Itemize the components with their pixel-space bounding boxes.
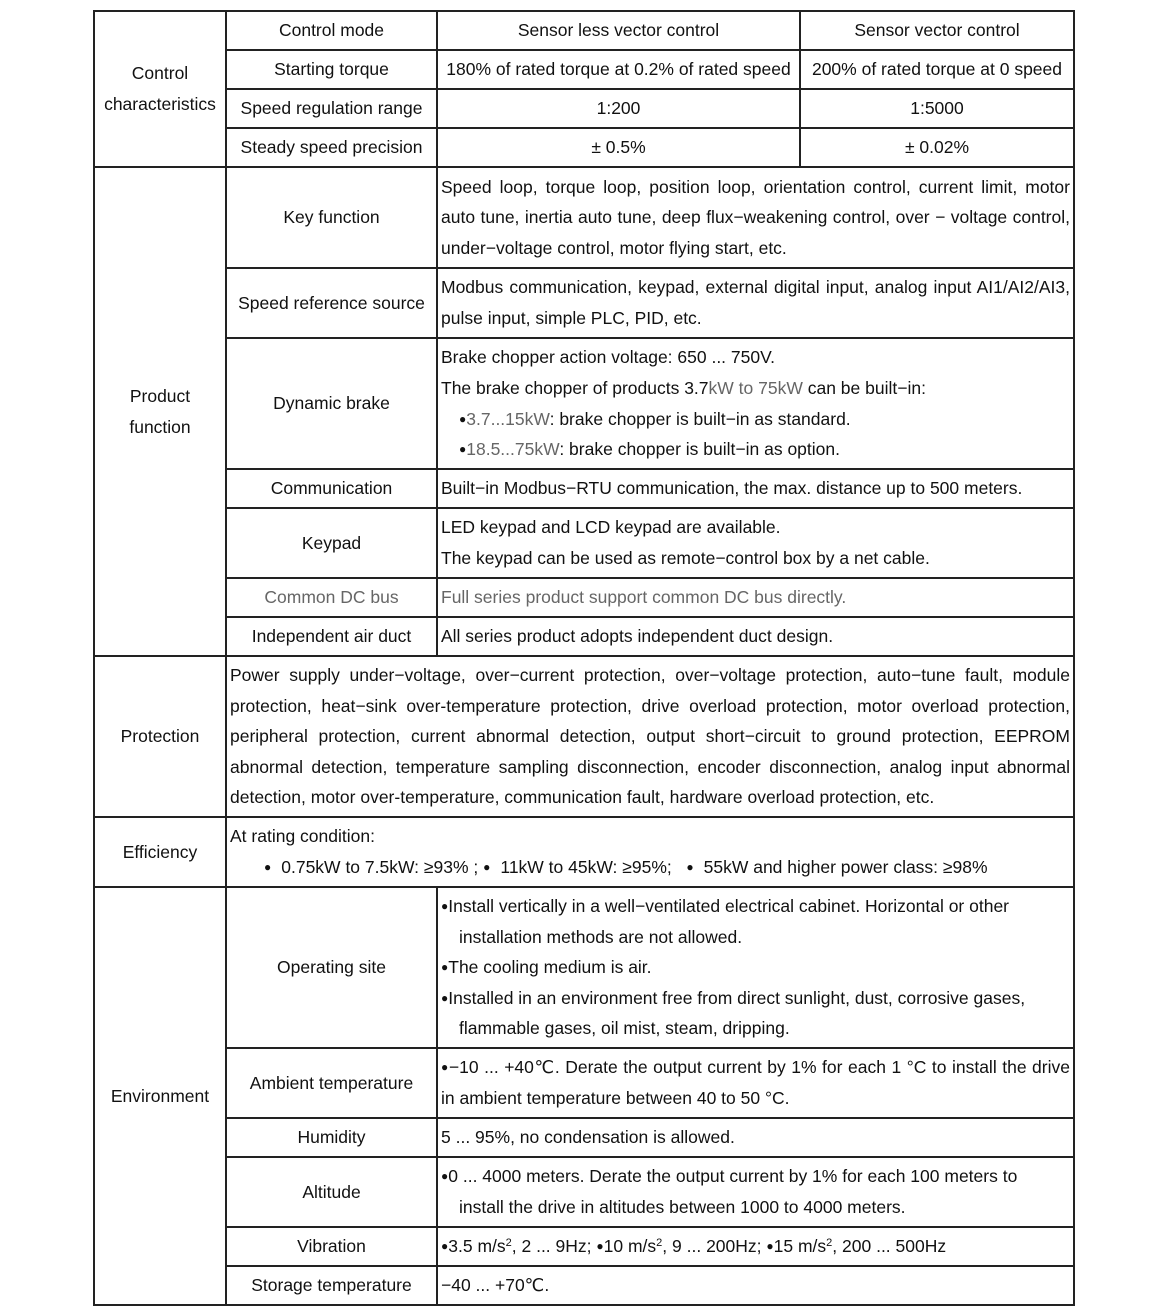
keypad-text: LED keypad and LCD keypad are available. The keypad can be used as remote−control box by a net cable. — [437, 508, 1074, 578]
starting-torque-sensor: 200% of rated torque at 0 speed — [800, 50, 1074, 89]
operating-site-label: Operating site — [226, 887, 437, 1048]
ambient-temperature-label: Ambient temperature — [226, 1048, 437, 1118]
communication-text: Built−in Modbus−RTU communication, the max. distance up to 500 meters. — [437, 469, 1074, 508]
table-row — [94, 1157, 1074, 1227]
ambient-temperature-text: ● −10 ... +40℃. Derate the output current by 1% for each 1 °C to install the drive in ambient temperature between 40 to 50 °C. — [437, 1048, 1074, 1118]
list-item: ● The cooling medium is air. — [441, 952, 1070, 983]
storage-temperature-text: −40 ... +70℃. — [437, 1266, 1074, 1305]
dynamic-brake-label: Dynamic brake — [226, 338, 437, 469]
bullet-icon — [483, 857, 490, 877]
table-row — [94, 50, 1074, 89]
storage-temperature-label: Storage temperature — [226, 1266, 437, 1305]
list-item: ● 55kW and higher power class: ≥98% — [686, 857, 987, 877]
table-row — [94, 817, 1074, 887]
table-row — [94, 338, 1074, 469]
table-row — [94, 656, 1074, 817]
list-item: ● 11kW to 45kW: ≥95%; — [483, 857, 672, 877]
list-item: ● Installed in an environment free from direct sunlight, dust, corrosive gases, — [441, 983, 1070, 1014]
speed-regulation-sensorless: 1:200 — [437, 89, 800, 128]
air-duct-label: Independent air duct — [226, 617, 437, 656]
dynamic-brake-text: Brake chopper action voltage: 650 ... 750V. The brake chopper of products 3.7kW to 75kW can be built−in: ● 3.7...15kW: brake chopper is built−in as standard. ● 18.5...75kW: brake chopper is built−in as option. — [437, 338, 1074, 469]
list-item: ● 0.75kW to 7.5kW: ≥93% ; — [264, 857, 478, 877]
bullet-icon — [766, 1236, 773, 1256]
key-function-label: Key function — [226, 167, 437, 268]
humidity-label: Humidity — [226, 1118, 437, 1157]
speed-regulation-sensor: 1:5000 — [800, 89, 1074, 128]
table-row — [94, 268, 1074, 338]
category-environment: Environment — [94, 887, 226, 1305]
table-row — [94, 1227, 1074, 1266]
table-row — [94, 469, 1074, 508]
air-duct-text: All series product adopts independent duct design. — [437, 617, 1074, 656]
starting-torque-label: Starting torque — [226, 50, 437, 89]
humidity-text: 5 ... 95%, no condensation is allowed. — [437, 1118, 1074, 1157]
list-item: ● Install vertically in a well−ventilated electrical cabinet. Horizontal or other — [441, 891, 1070, 922]
column-header-sensorless: Sensor less vector control — [437, 11, 800, 50]
speed-reference-label: Speed reference source — [226, 268, 437, 338]
vibration-text — [437, 1227, 1074, 1266]
table-row — [94, 167, 1074, 268]
steady-precision-sensor: ± 0.02% — [800, 128, 1074, 167]
common-dc-bus-text: Full series product support common DC bus directly. — [437, 578, 1074, 617]
steady-precision-sensorless: ± 0.5% — [437, 128, 800, 167]
altitude-text: ● 0 ... 4000 meters. Derate the output current by 1% for each 100 meters to install the drive in altitudes between 1000 to 4000 meters. — [437, 1157, 1074, 1227]
bullet-icon — [264, 857, 271, 877]
column-header-sensor: Sensor vector control — [800, 11, 1074, 50]
speed-reference-text: Modbus communication, keypad, external digital input, analog input AI1/AI2/AI3, pulse input, simple PLC, PID, etc. — [437, 268, 1074, 338]
table-row — [94, 578, 1074, 617]
category-product-function: Product function — [94, 167, 226, 656]
bullet-icon — [441, 1057, 449, 1077]
communication-label: Communication — [226, 469, 437, 508]
table-row — [94, 1048, 1074, 1118]
key-function-text: Speed loop, torque loop, position loop, orientation control, current limit, motor auto tune, inertia auto tune, deep flux−weakening control, over − voltage control, under−voltage control, motor flying start, etc. — [437, 167, 1074, 268]
altitude-label: Altitude — [226, 1157, 437, 1227]
table-row — [94, 1118, 1074, 1157]
category-control-characteristics: Control characteristics — [94, 11, 226, 167]
protection-text: Power supply under−voltage, over−current protection, over−voltage protection, auto−tune fault, module protection, heat−sink over-temperature protection, drive overload protection, motor overload protection, peripheral protection, current abnormal detection, output short−circuit to ground protection, EEPROM abnormal detection, temperature sampling disconnection, encoder disconnection, analog input abnormal detection, motor over-temperature, communication fault, hardware overload protection, etc. — [226, 656, 1074, 817]
list-item: ● 3.5 $m/s^2$, 2 ... 9Hz; — [441, 1236, 592, 1256]
table-row — [94, 887, 1074, 1048]
table-row — [94, 89, 1074, 128]
table-row — [94, 128, 1074, 167]
list-item: ● 18.5...75kW: brake chopper is built−in as option. — [441, 434, 1070, 465]
speed-regulation-label: Speed regulation range — [226, 89, 437, 128]
keypad-label: Keypad — [226, 508, 437, 578]
specification-table — [93, 10, 1075, 1306]
category-protection: Protection — [94, 656, 226, 817]
list-item: ● 0 ... 4000 meters. Derate the output current by 1% for each 100 meters to — [441, 1161, 1070, 1192]
steady-precision-label: Steady speed precision — [226, 128, 437, 167]
list-item: ● 3.7...15kW: brake chopper is built−in as standard. — [441, 404, 1070, 435]
vibration-label: Vibration — [226, 1227, 437, 1266]
list-item: ● 15 $m/s^2$, 200 ... 500Hz — [766, 1236, 946, 1256]
operating-site-text: ● Install vertically in a well−ventilated electrical cabinet. Horizontal or other installation methods are not allowed. ● The cooling medium is air. ● Installed in an environment free from direct sunlight, dust, corrosive gases, flammable gases, oil mist, steam, dripping. — [437, 887, 1074, 1048]
efficiency-text: At rating condition: ● 0.75kW to 7.5kW: ≥93% ; ● 11kW to 45kW: ≥95%; ● 55kW and higher power class: ≥98% — [226, 817, 1074, 887]
category-efficiency: Efficiency — [94, 817, 226, 887]
starting-torque-sensorless: 180% of rated torque at 0.2% of rated speed — [437, 50, 800, 89]
common-dc-bus-label: Common DC bus — [226, 578, 437, 617]
control-mode-label: Control mode — [226, 11, 437, 50]
bullet-icon — [686, 857, 693, 877]
table-row — [94, 508, 1074, 578]
table-row — [94, 617, 1074, 656]
bullet-icon — [596, 1236, 603, 1256]
list-item: ● 10 $m/s^2$, 9 ... 200Hz; — [596, 1236, 761, 1256]
table-row — [94, 11, 1074, 50]
table-row — [94, 1266, 1074, 1305]
